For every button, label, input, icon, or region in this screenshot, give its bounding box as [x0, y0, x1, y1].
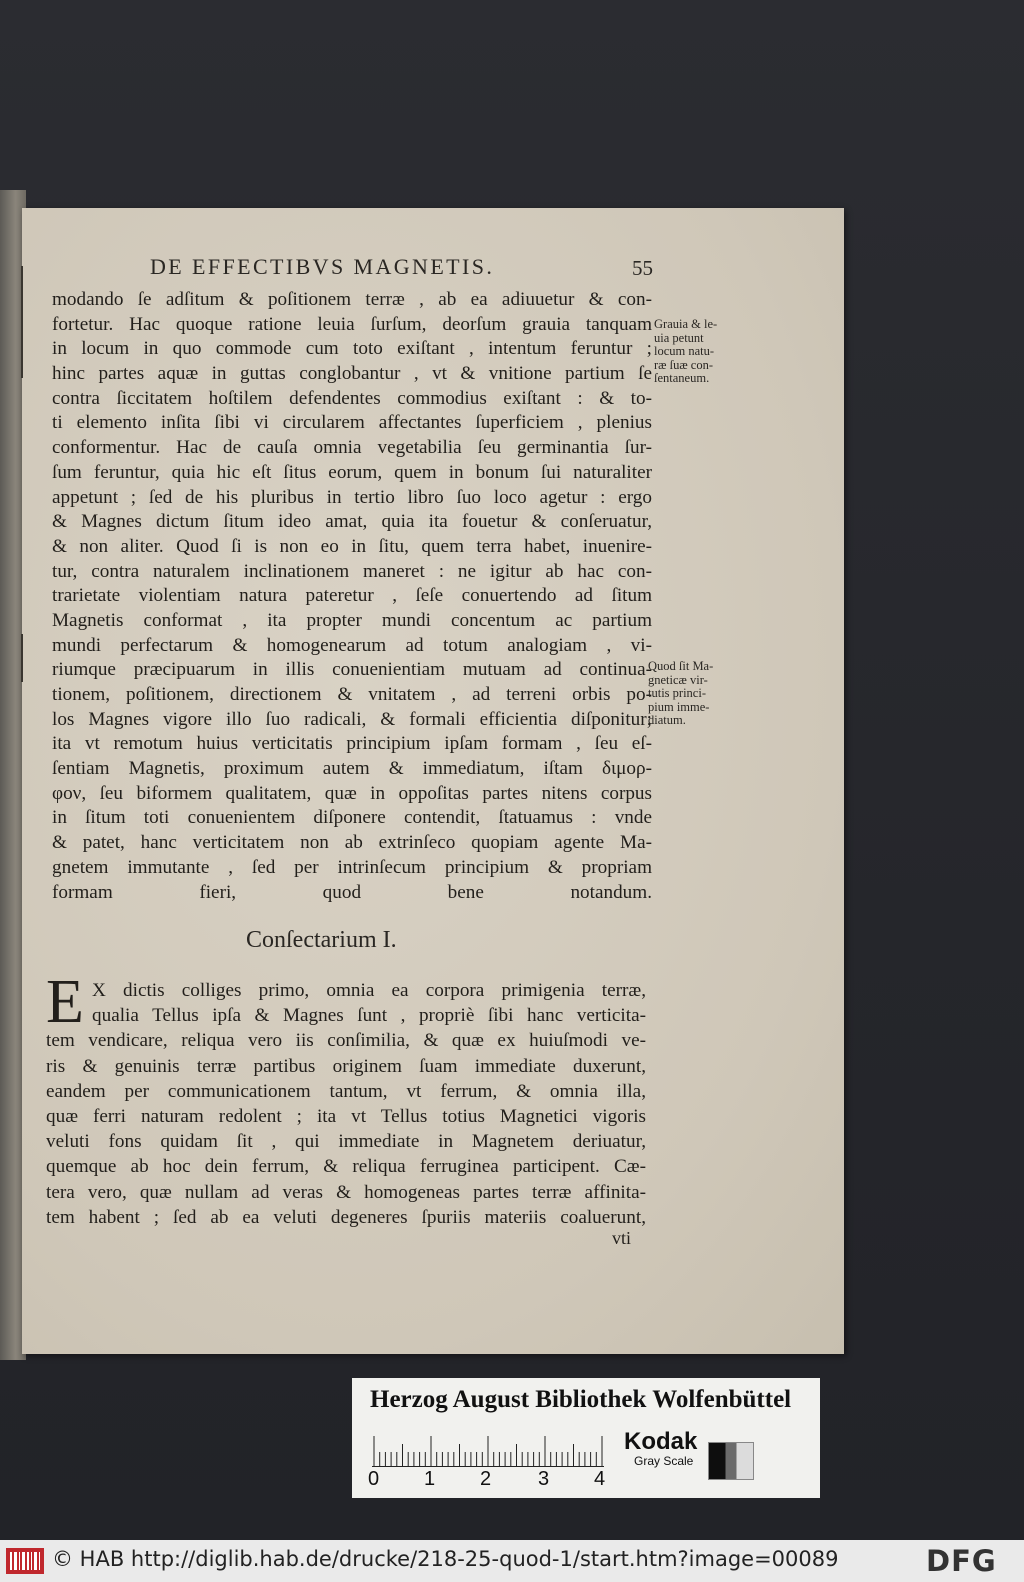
text-line: ita vt remotum huius verticitatis principium ipſam formam , ſeu eſ-	[52, 733, 652, 755]
text-line: contra ſiccitatem hoſtilem defendentes commodius exiſtant : & to-	[52, 387, 652, 409]
text-line: ſentiam Magnetis, proximum autem & immediatum, iſtam διμορ-	[52, 758, 652, 780]
scale-labels	[368, 1468, 618, 1492]
dfg-logo: DFG	[926, 1544, 997, 1578]
scale-label: 2	[480, 1468, 492, 1490]
text-line: fortetur. Hac quoque ratione leuia ſurſum, deorſum grauia tanquam	[52, 313, 652, 335]
color-calibration-card	[352, 1378, 820, 1498]
book-page	[22, 208, 844, 1354]
running-head: DE EFFECTIBVS MAGNETIS.	[150, 254, 495, 279]
margin-note-line: gneticæ vir-	[648, 672, 708, 687]
margin-note-2	[648, 660, 748, 728]
section-text	[46, 978, 646, 1230]
text-line: gnetem immutante , ſed per intrinſecum principium & propriam	[52, 856, 652, 878]
gray-scale-patch	[708, 1442, 754, 1480]
text-line: ris & genuinis terræ partibus originem ſuam immediate duxerunt,	[46, 1055, 646, 1077]
text-line: ſum feruntur, quia hic eſt ſitus eorum, quem in bonum ſui naturaliter	[52, 461, 652, 483]
card-title: Herzog August Bibliothek Wolfenbüttel	[370, 1386, 792, 1413]
footer-copyright-url[interactable]: © HAB http://diglib.hab.de/drucke/218-25-quod-1/start.htm?image=00089	[52, 1547, 839, 1571]
body-text	[52, 288, 652, 905]
text-line: mundi perfectarum & homogenearum ad totum analogiam , vi-	[52, 634, 652, 656]
text-line: in locum in quo commode cum toto exiſtant , intentum feruntur ;	[52, 338, 652, 360]
margin-rule-middle	[21, 634, 23, 682]
margin-note-line: Grauia & le-	[654, 317, 718, 331]
scale-label: 4	[594, 1468, 606, 1490]
text-line: tem vendicare, reliqua vero iis conſimilia, & quæ ex huiuſmodi ve-	[46, 1030, 646, 1052]
text-line: formam fieri, quod bene notandum.	[52, 881, 652, 903]
margin-note-line: ræ ſuæ con-	[654, 357, 714, 372]
margin-note-line: pium imme-	[648, 699, 710, 714]
text-line: ti elemento inſita ſibi vi circularem affectantes ſuperficiem , plenius	[52, 412, 652, 434]
margin-note-line: Quod ſit Ma-	[648, 659, 714, 673]
text-line: & patet, hanc verticitatem non ab extrinſeco quopiam agente Ma-	[52, 832, 652, 854]
kodak-brand: Kodak	[624, 1428, 698, 1455]
margin-note-line: tutis princi-	[648, 686, 706, 701]
text-line: tionem, poſitionem, directionem & vnitatem , ad terreni orbis po-	[52, 684, 652, 705]
text-line: tem habent ; ſed ab ea veluti degeneres ſpuriis materiis coaluerunt,	[46, 1206, 646, 1228]
text-line: veluti fons quidam ſit , qui immediate in Magnetem deriuatur,	[46, 1131, 646, 1153]
ruler-scale	[372, 1434, 604, 1467]
margin-note-line: ſentaneum.	[654, 371, 710, 386]
text-line: los Magnes vigore illo ſuo radicali, & formali efficientia diſponitur;	[52, 708, 652, 730]
gray-scale-label: Gray Scale	[634, 1454, 694, 1468]
barcode-icon	[6, 1548, 44, 1574]
text-line: eandem per communicationem tantum, vt ferrum, & omnia illa,	[46, 1080, 646, 1102]
scale-label: 0	[368, 1468, 380, 1490]
margin-rule-top	[21, 266, 23, 378]
margin-note-line: locum natu-	[654, 344, 715, 359]
scale-label: 3	[538, 1468, 550, 1490]
margin-note-line: uia petunt	[654, 330, 704, 345]
text-line: φον, ſeu biformem qualitatem, quæ in oppoſitas partes nitens corpus	[52, 782, 652, 804]
text-line: qualia Tellus ipſa & Magnes ſunt , propriè ſibi hanc verticita-	[92, 1005, 646, 1027]
text-line: X dictis colliges primo, omnia ea corpora primigenia terræ,	[92, 980, 646, 1001]
text-line: conformentur. Hac de cauſa omnia vegetabilia ſeu germinantia ſur-	[52, 437, 652, 459]
drop-cap: E	[46, 968, 84, 1036]
margin-note-1	[654, 318, 754, 386]
text-line: Magnetis conformat , ita propter mundi concentum ac partium	[52, 609, 652, 631]
text-line: tera vero, quæ nullam ad veras & homogeneas partes terræ affinita-	[46, 1181, 646, 1203]
text-line: quæ ferri naturam redolent ; ita vt Tellus totius Magnetici vigoris	[46, 1105, 646, 1127]
margin-note-line: diatum.	[648, 713, 686, 728]
text-line: in ſitum toti conuenientem diſponere contendit, ſtatuamus : vnde	[52, 807, 652, 829]
section-heading: Conſectarium I.	[246, 927, 397, 953]
text-line: hinc partes aquæ in guttas conglobantur , vt & vnitione partium ſe	[52, 363, 652, 385]
text-line: riumque præcipuarum in illis conuenientiam mutuam ad continua-	[52, 659, 652, 681]
page-number: 55	[632, 256, 653, 280]
text-line: tur, contra naturalem inclinationem maneret : ne igitur ab hac con-	[52, 560, 652, 582]
scale-label: 1	[424, 1468, 436, 1490]
text-line: trarietate violentiam natura pateretur , ſeſe conuertendo ad ſitum	[52, 585, 652, 607]
text-line: & non aliter. Quod ſi is non eo in ſitu, quem terra habet, inuenire-	[52, 535, 652, 557]
text-line: & Magnes dictum ſitum ideo amat, quia ita fouetur & conſeruatur,	[52, 511, 652, 533]
text-line: quemque ab hoc dein ferrum, & reliqua ferruginea participent. Cæ-	[46, 1156, 646, 1178]
text-line: modando ſe adſitum & poſitionem terræ , ab ea adiuuetur & con-	[52, 289, 652, 310]
text-line: appetunt ; ſed de his pluribus in tertio libro ſuo loco agetur : ergo	[52, 486, 652, 508]
footer-bar	[0, 1540, 1024, 1582]
catchword: vti	[612, 1228, 632, 1248]
